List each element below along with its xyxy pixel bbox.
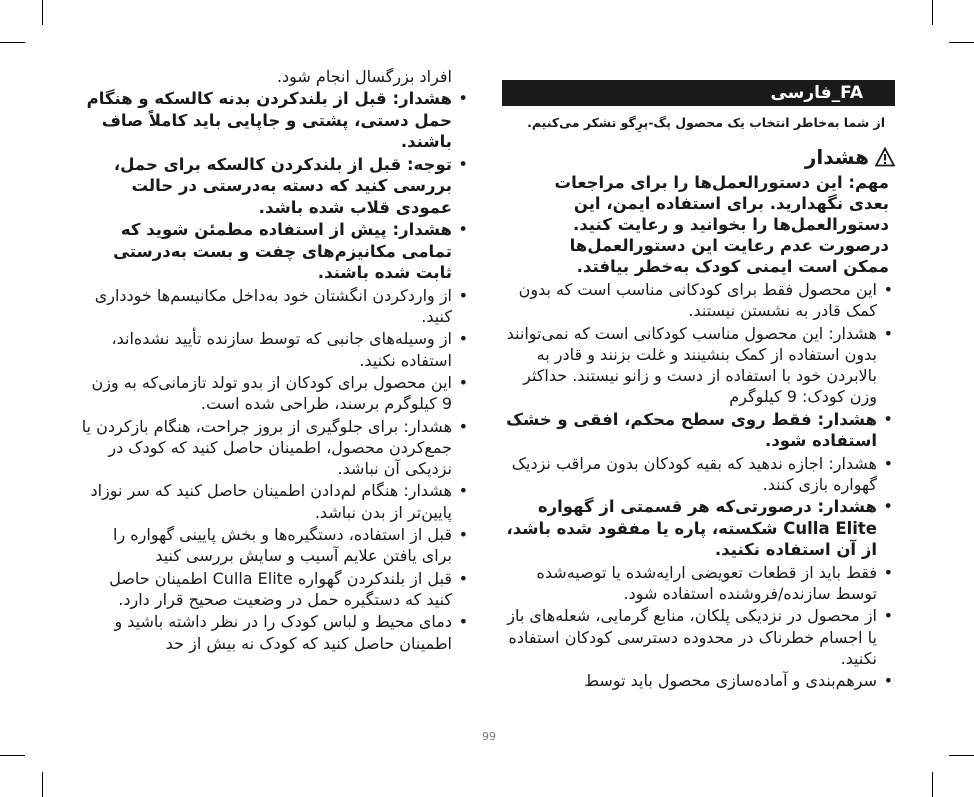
- right-column: [502, 80, 895, 693]
- crop-mark: [42, 0, 43, 25]
- continued-text: افراد بزرگسال انجام شود.: [276, 67, 452, 86]
- left-column: [80, 66, 470, 655]
- list-item: • دمای محیط و لباس کودک را در نظر داشته باشید و اطمینان حاصل کنید که کودک نه بیش از حد: [80, 611, 470, 654]
- list-item: • از محصول در نزدیکی پلکان، منابع گرمایی، شعله‌های باز یا اجسام خطرناک در محدوده دسترسی کودکان استفاده نکنید.: [502, 605, 895, 669]
- language-header-bar: FA_فارسی: [502, 80, 895, 106]
- intro-text: از شما به‌خاطر انتخاب یک محصول پگ-پرِگو تشکر می‌کنیم.: [527, 115, 885, 130]
- warning-heading: [502, 144, 895, 170]
- list-item: • هشدار: این محصول مناسب کودکانی است که نمی‌توانند بدون استفاده از کمک بنشینند و غلت بزنند و قادر به بالابردن خود با استفاده از دست و زانو نیستند. حداکثر وزن کودک: 9 کیلوگرم: [502, 323, 895, 408]
- crop-mark: [949, 755, 974, 756]
- crop-mark: [42, 772, 43, 797]
- list-item: • از واردکردن انگشتان خود به‌داخل مکانیسم‌ها خودداری کنید.: [80, 285, 470, 328]
- page-number: 99: [482, 730, 496, 743]
- warning-triangle-icon: [875, 147, 895, 167]
- list-item: • هشدار: فقط روی سطح محکم، افقی و خشک استفاده شود.: [502, 409, 895, 452]
- important-notice: مهم: این دستورالعمل‌ها را برای مراجعات بعدی نگهدارید. برای استفاده ایمن، این دستورالعمل‌ها را بخوانید و رعایت کنید. درصورت عدم رعایت این دستورالعمل‌ها ممکن است ایمنی کودک به‌خطر بیافتد.: [554, 173, 889, 276]
- list-item: • این محصول فقط برای کودکانی مناسب است که بدون کمک قادر به نشستن نیستند.: [502, 279, 895, 322]
- list-item: • هشدار: برای جلوگیری از بروز جراحت، هنگام بازکردن یا جمع‌کردن محصول، اطمینان حاصل کنید که کودک در نزدیکی آن نباشد.: [80, 416, 470, 480]
- list-item: • این محصول برای کودکان از بدو تولد تازمانی‌که به وزن 9 کیلوگرم برسند، طراحی شده است.: [80, 372, 470, 415]
- crop-mark: [932, 0, 933, 25]
- list-item: • قبل از استفاده، دستگیره‌ها و بخش پایینی گهواره را برای یافتن علایم آسیب و سایش بررسی کنید: [80, 524, 470, 567]
- crop-mark: [0, 42, 25, 43]
- list-item: • توجه: قبل از بلندکردن کالسکه برای حمل، بررسی کنید که دسته به‌درستی در حالت عمودی قلاب شده باشد.: [80, 154, 470, 219]
- list-item: • سرهم‌بندی و آماده‌سازی محصول باید توسط: [502, 670, 895, 691]
- list-item: • از وسیله‌های جانبی که توسط سازنده تأیید نشده‌اند، استفاده نکنید.: [80, 328, 470, 371]
- crop-mark: [0, 755, 25, 756]
- list-item: • قبل از بلندکردن گهواره Culla Elite اطمینان حاصل کنید که دستگیره حمل در وضعیت صحیح قرار دارد.: [80, 568, 470, 611]
- left-bullet-list: [80, 88, 470, 654]
- list-item: • هشدار: اجازه ندهید که بقیه کودکان بدون مراقب نزدیک گهواره بازی کنند.: [502, 453, 895, 496]
- list-item: • هشدار: درصورتی‌که هر قسمتی از گهواره Culla Elite شکسته، پاره یا مفقود شده باشد، از آن استفاده نکنید.: [502, 496, 895, 561]
- crop-mark: [932, 772, 933, 797]
- list-item: • هشدار: پیش از استفاده مطمئن شوید که تمامی مکانیزم‌های چفت و بست به‌درستی ثابت شده باشند.: [80, 219, 470, 284]
- right-bullet-list: [502, 279, 895, 692]
- warning-title: هشدار: [804, 145, 869, 169]
- list-item: • هشدار: هنگام لم‌دادن اطمینان حاصل کنید که سر نوزاد پایین‌تر از بدن نباشد.: [80, 480, 470, 523]
- list-item: • هشدار: قبل از بلندکردن بدنه کالسکه و هنگام حمل دستی، پشتی و جاپایی باید کاملاً صاف باشند.: [80, 88, 470, 153]
- crop-mark: [949, 42, 974, 43]
- list-item: • فقط باید از قطعات تعویضی ارایه‌شده یا توصیه‌شده توسط سازنده/فروشنده استفاده شود.: [502, 562, 895, 605]
